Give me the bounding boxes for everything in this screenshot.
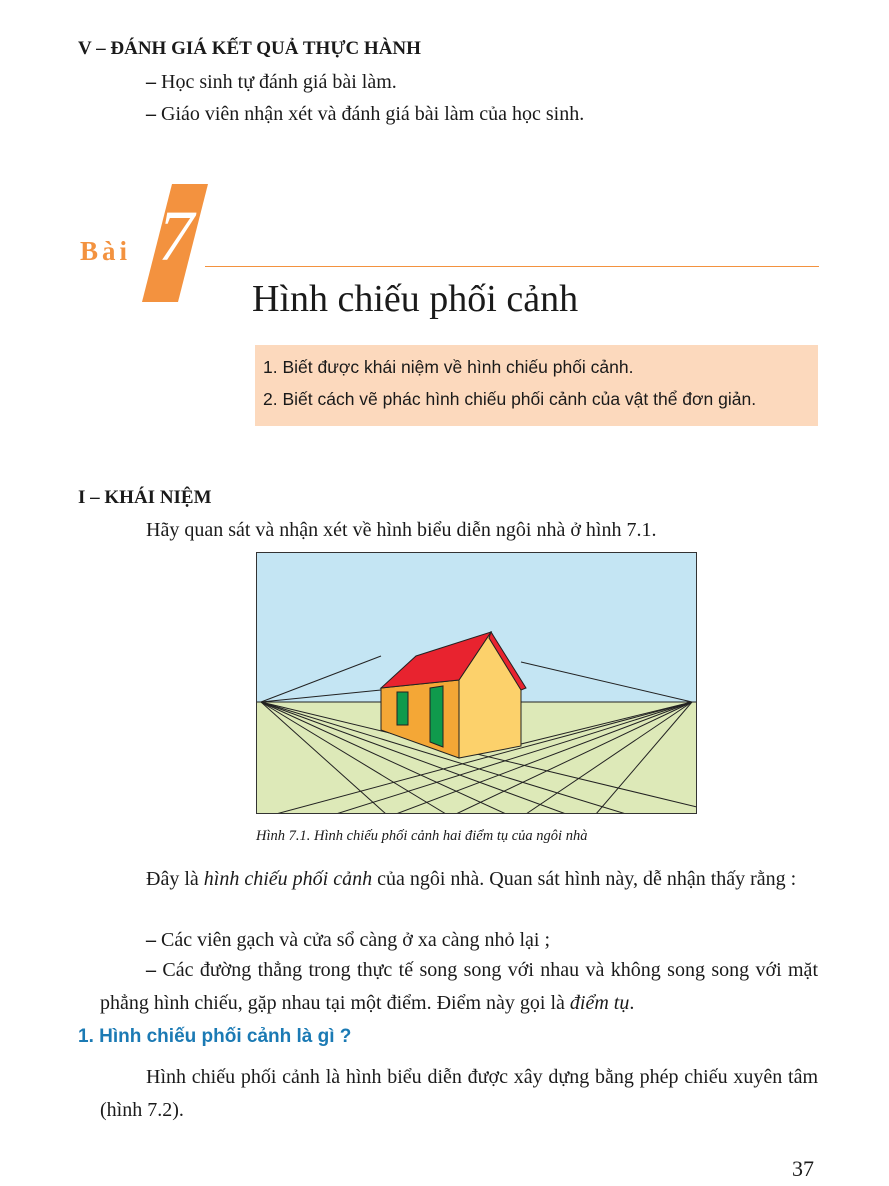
bullet-dash: – (146, 71, 156, 93)
figure-caption: Hình 7.1. Hình chiếu phối cảnh hai điểm tụ của ngôi nhà (256, 828, 588, 844)
objective-item: 1. Biết được khái niệm về hình chiếu phối cảnh. (263, 357, 634, 377)
section-i-heading: I – KHÁI NIỆM (78, 487, 212, 508)
list-item-text: Học sinh tự đánh giá bài làm. (161, 71, 397, 93)
figure-7-1 (256, 552, 697, 814)
bullet-dash: – (146, 929, 156, 951)
subsection-heading: 1. Hình chiếu phối cảnh là gì ? (78, 1026, 352, 1047)
paragraph: Hình chiếu phối cảnh là hình biểu diễn được xây dựng bằng phép chiếu xuyên tâm (hình 7.2). (100, 1066, 818, 1121)
list-item-text: Các viên gạch và cửa sổ càng ở xa càng nhỏ lại ; (156, 929, 551, 951)
paragraph (100, 863, 818, 896)
list-item-text: . (629, 992, 635, 1014)
bullet-dash: – (146, 959, 156, 981)
list-item (146, 924, 550, 957)
term-vanishing-point: điểm tụ (569, 992, 630, 1014)
objectives-box (255, 345, 818, 426)
objective-item: 2. Biết cách vẽ phác hình chiếu phối cảnh của vật thể đơn giản. (263, 389, 757, 409)
list-item (146, 98, 584, 131)
list-item-text: Giáo viên nhận xét và đánh giá bài làm của học sinh. (161, 103, 585, 125)
door (430, 686, 443, 747)
lesson-title: Hình chiếu phối cảnh (252, 278, 579, 320)
bullet-dash: – (146, 103, 156, 125)
list-item-text: Các đường thẳng trong thực tế song song với nhau và không song song với mặt phẳng hình chiếu, gặp nhau tại một điểm. Điểm này gọi là (100, 959, 818, 1014)
section-v-heading: V – ĐÁNH GIÁ KẾT QUẢ THỰC HÀNH (78, 38, 421, 59)
lesson-label: Bài (80, 236, 132, 266)
paragraph-text: Đây là (146, 868, 204, 890)
intro-text: Hãy quan sát và nhận xét về hình biểu diễn ngôi nhà ở hình 7.1. (146, 519, 657, 541)
term-perspective-projection: hình chiếu phối cảnh (203, 868, 373, 890)
lesson-number: 7 (158, 196, 194, 276)
page-number: 37 (792, 1156, 814, 1181)
paragraph-text: của ngôi nhà. Quan sát hình này, dễ nhận thấy rằng : (372, 868, 797, 890)
list-item (100, 954, 818, 1020)
header-rule (205, 266, 819, 267)
list-item (146, 66, 397, 99)
window (397, 692, 408, 725)
